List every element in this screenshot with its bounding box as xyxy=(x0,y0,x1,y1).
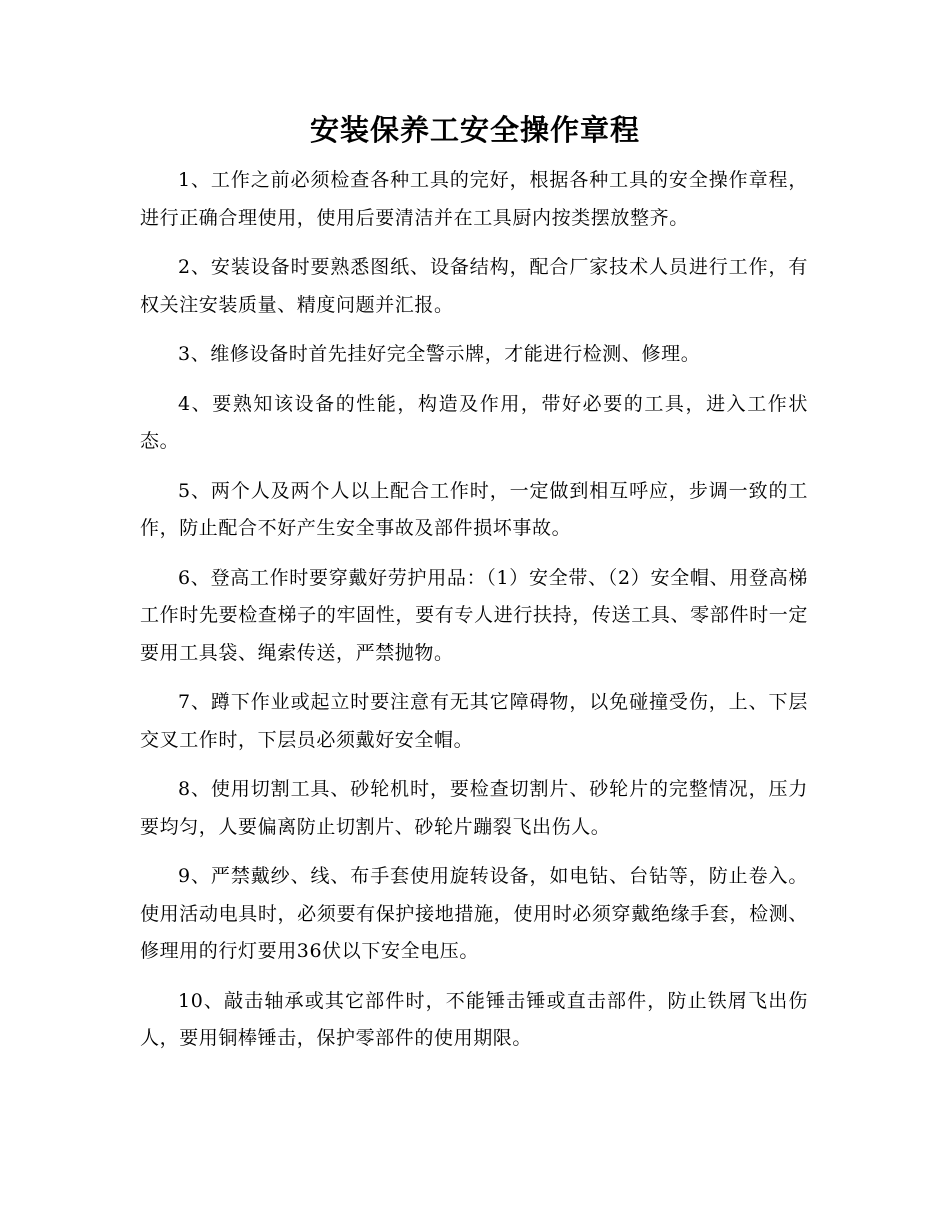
document-body xyxy=(140,162,808,1070)
paragraph-4: 4、要熟知该设备的性能，构造及作用，带好必要的工具，进入工作状态。 xyxy=(140,392,808,452)
paragraph-5: 5、两个人及两个人以上配合工作时，一定做到相互呼应，步调一致的工作，防止配合不好产生安全事故及部件损坏事故。 xyxy=(140,479,808,539)
paragraph-8: 8、使用切割工具、砂轮机时，要检查切割片、砂轮片的完整情况，压力要均匀，人要偏离防止切割片、砂轮片蹦裂飞出伤人。 xyxy=(140,778,808,838)
paragraph-3: 3、维修设备时首先挂好完全警示牌，才能进行检测、修理。 xyxy=(178,343,701,365)
paragraph-6: 6、登高工作时要穿戴好劳护用品：（1）安全带、（2）安全帽、用登高梯工作时先要检查梯子的牢固性，要有专人进行扶持，传送工具、零部件时一定要用工具袋、绳索传送，严禁抛物。 xyxy=(140,566,808,664)
page-title: 安装保养工安全操作章程 xyxy=(309,113,640,147)
paragraph-2: 2、安装设备时要熟悉图纸、设备结构，配合厂家技术人员进行工作，有权关注安装质量、精度问题并汇报。 xyxy=(140,256,808,316)
paragraph-7: 7、蹲下作业或起立时要注意有无其它障碍物，以免碰撞受伤，上、下层交叉工作时，下层员必须戴好安全帽。 xyxy=(140,691,808,751)
paragraph-9: 9、严禁戴纱、线、布手套使用旋转设备，如电钻、台钻等，防止卷入。使用活动电具时，必须要有保护接地措施，使用时必须穿戴绝缘手套，检测、修理用的行灯要用36伏以下安全电压。 xyxy=(140,865,808,962)
paragraph-10: 10、敲击轴承或其它部件时，不能锤击锤或直击部件，防止铁屑飞出伤人，要用铜棒锤击，保护零部件的使用期限。 xyxy=(140,989,808,1049)
paragraph-1: 1、工作之前必须检查各种工具的完好，根据各种工具的安全操作章程，进行正确合理使用，使用后要清洁并在工具厨内按类摆放整齐。 xyxy=(140,169,808,229)
